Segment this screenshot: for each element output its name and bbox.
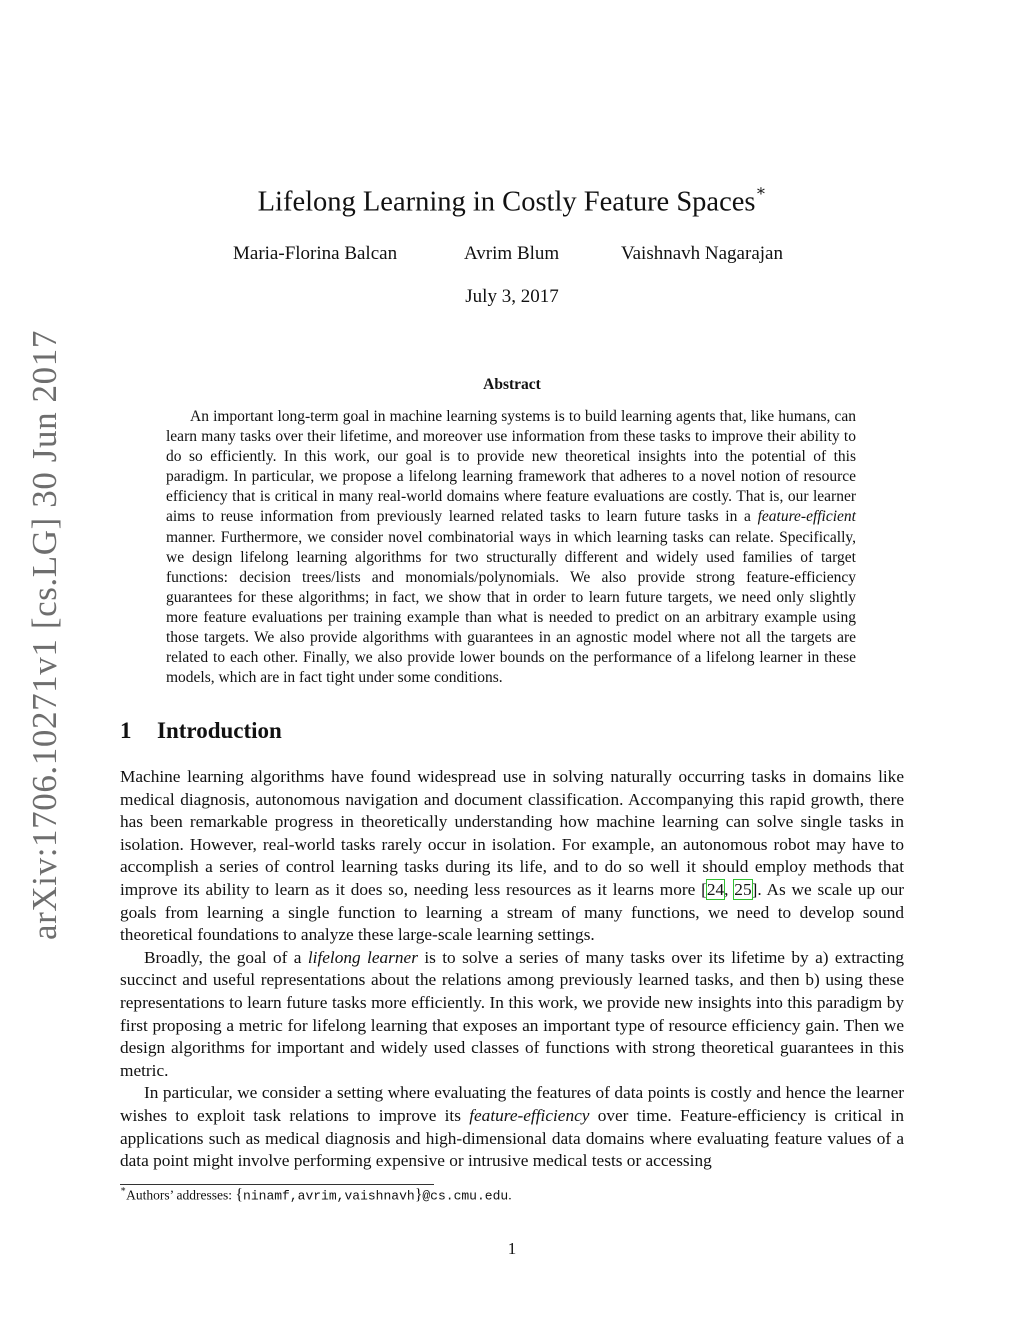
paper-title	[0, 185, 1024, 219]
arxiv-identifier-stamp: arXiv:1706.10271v1 [cs.LG] 30 Jun 2017	[25, 330, 64, 940]
introduction-body	[120, 766, 904, 1173]
citation-link-25[interactable]: 25	[734, 879, 752, 899]
title-text: Lifelong Learning in Costly Feature Spaces	[257, 186, 756, 218]
intro-paragraph-2: Broadly, the goal of a lifelong learner is to solve a series of many tasks over its lifetime by a) extracting succinct and useful representations about the relations among previously learned tasks, and then b) using these representations to learn future tasks more efficiently. In this work, we provide new insights into this paradigm by first proposing a metric for lifelong learning that exposes an important type of resource efficiency gain. Then we design algorithms for important and widely used classes of functions with strong theoretical guarantees in this metric.	[120, 947, 904, 1080]
footnote: ∗Authors’ addresses: {ninamf,avrim,vaishnavh}@cs.cmu.edu.	[120, 1184, 512, 1204]
page-number: 1	[507, 1239, 517, 1258]
abstract-heading: Abstract	[483, 376, 541, 393]
section-number: 1	[120, 718, 132, 743]
footnote-mark: ∗	[120, 1184, 127, 1194]
footnote-divider	[120, 1184, 434, 1185]
citation-link-24[interactable]: 24	[706, 879, 725, 899]
paper-date: July 3, 2017	[465, 286, 559, 307]
author-nagarajan: Vaishnavh Nagarajan	[621, 243, 783, 264]
author-emails: ninamf,avrim,vaishnavh	[243, 1188, 415, 1204]
section-heading	[120, 718, 282, 744]
abstract-body: An important long-term goal in machine learning systems is to build learning agents that, like humans, can learn many tasks over their lifetime, and moreover use information from these tasks to improve their ability to do so efficiently. In this work, our goal is to provide new theoretical insights into the potential of this paradigm. In particular, we propose a lifelong learning framework that adheres to a novel notion of resource efficiency that is critical in many real-world domains where feature evaluations are costly. That is, our learner aims to reuse information from previously learned related tasks to learn future tasks in a feature-efficient manner. Furthermore, we consider novel combinatorial ways in which learning tasks can relate. Specifically, we design lifelong learning algorithms for two structurally different and widely used families of target functions: decision trees/lists and monomials/polynomials. We also provide strong feature-efficiency guarantees for these algorithms; in fact, we show that in order to learn future targets, we need only slightly more feature evaluations per training example than what is needed to predict on an arbitrary example using those targets. We also provide algorithms with guarantees in an agnostic model where not all the targets are related to each other. Finally, we also provide lower bounds on the performance of a lifelong learner in these models, which are in fact tight under some conditions.	[166, 408, 856, 687]
author-balcan: Maria-Florina Balcan	[233, 243, 398, 264]
emphasis-lifelong-learner: lifelong learner	[307, 947, 418, 967]
abstract-emphasis: feature-efficient	[757, 508, 856, 526]
section-title: Introduction	[157, 718, 282, 743]
intro-paragraph-3: In particular, we consider a setting where evaluating the features of data points is costly and hence the learner wishes to exploit task relations to improve its feature-efficiency over time. Feature-efficiency is critical in applications such as medical diagnosis and high-dimensional data domains where evaluating feature values of a data point might involve performing expensive or intrusive medical tests or accessing	[120, 1083, 904, 1171]
intro-paragraph-1: Machine learning algorithms have found widespread use in solving naturally occurring tasks in domains like medical diagnosis, autonomous navigation and document classification. Accompanying this rapid growth, there has been remarkable progress in theoretically understanding how machine learning can solve single tasks in isolation. However, real-world tasks rarely occur in isolation. For example, an autonomous robot may have to accomplish a series of control learning tasks during its life, and to do so well it should employ methods that improve its ability to learn as it does so, needing less resources as it learns more [24, 25]. As we scale up our goals from learning a single function to learning a stream of many functions, we need to develop sound theoretical foundations to analyze these large-scale learning settings.	[120, 767, 904, 945]
emphasis-feature-efficiency: feature-efficiency	[469, 1105, 590, 1125]
title-footnote-mark: ∗	[755, 183, 767, 200]
email-domain: @cs.cmu.edu	[422, 1188, 509, 1204]
author-blum: Avrim Blum	[464, 243, 560, 264]
